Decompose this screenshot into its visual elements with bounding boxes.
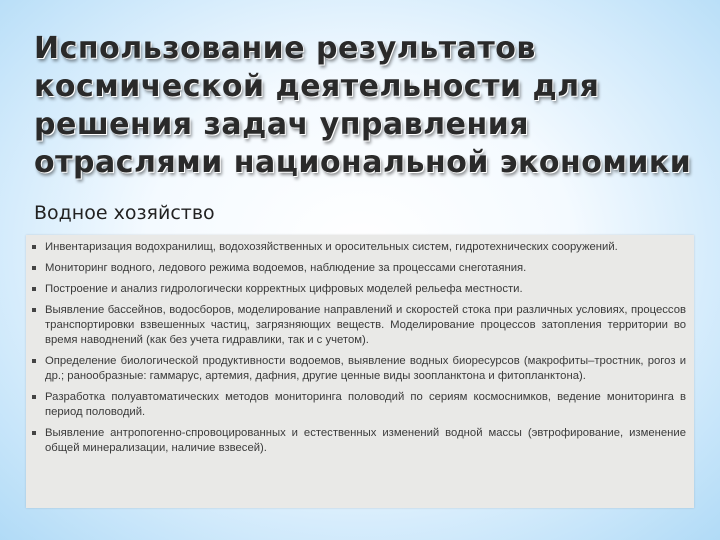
list-item (32, 354, 686, 384)
list-item-text: Построение и анализ гидрологически корректных цифровых моделей рельефа местности. (45, 283, 523, 295)
bullet-icon (32, 245, 36, 249)
list-item (32, 240, 686, 255)
list-item (32, 426, 686, 456)
scanned-text-image (26, 235, 694, 508)
bullet-icon (32, 287, 36, 291)
bullet-icon (32, 308, 36, 312)
slide-subtitle: Водное хозяйство (34, 202, 215, 224)
list-item (32, 390, 686, 420)
slide-title: Использование результатов космической деятельности для решения задач управления отраслями национальной экономики (34, 31, 692, 180)
bullet-icon (32, 395, 36, 399)
bullet-icon (32, 266, 36, 270)
list-item-text: Инвентаризация водохранилищ, водохозяйственных и оросительных систем, гидротехнических сооружений. (45, 241, 618, 253)
list-item-text: Мониторинг водного, ледового режима водоемов, наблюдение за процессами снеготаяния. (45, 262, 527, 274)
list-item-text: Выявление бассейнов, водосборов, моделирование направлений и скоростей стока при различных условиях, процессов транспортировки взвешенных частиц, загрязняющих веществ. Моделирование процессов затопления территории во время наводнений (как без учета гидравлики, так и с учетом). (45, 304, 686, 346)
list-item-text: Выявление антропогенно-спровоцированных и естественных изменений водной массы (эвтрофирование, изменение общей минерализации, наличие взвесей). (45, 427, 686, 454)
bullet-icon (32, 431, 36, 435)
bullet-icon (32, 359, 36, 363)
list-item (32, 282, 686, 297)
list-item-text: Определение биологической продуктивности водоемов, выявление водных биоресурсов (макрофиты–тростник, рогоз и др.; ранообразные: гаммарус, артемия, дафния, другие ценные виды зоопланктона и фитопланктона). (45, 355, 686, 382)
list-item (32, 261, 686, 276)
list-item-text: Разработка полуавтоматических методов мониторинга половодий по сериям космоснимков, ведение мониторинга в период половодий. (45, 391, 686, 418)
bullet-list (32, 240, 686, 456)
list-item (32, 303, 686, 348)
